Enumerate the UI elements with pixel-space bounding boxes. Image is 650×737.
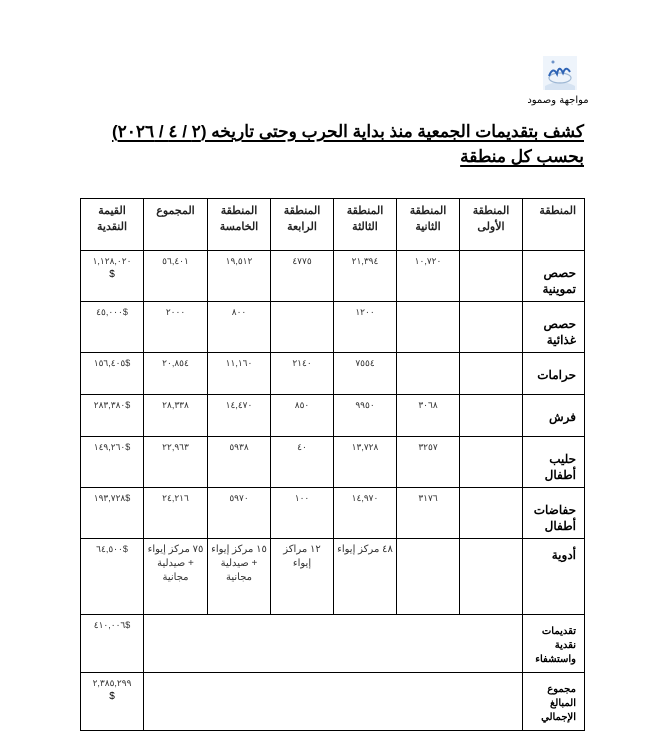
- row-label: أدوية: [523, 539, 585, 615]
- cell-cash-value: $٤٥,٠٠٠: [81, 302, 144, 353]
- cell-zone-5: ١٩,٥١٢: [208, 251, 271, 302]
- cell-zone-3: ١٤,٩٧٠: [334, 488, 397, 539]
- cell-cash-value: $٦٤,٥٠٠: [81, 539, 144, 615]
- cell-zone-1: [460, 353, 523, 395]
- logo-caption: مواجهة وصمود: [527, 95, 589, 106]
- organization-logo: [543, 56, 577, 90]
- row-label: حصص تموينية: [523, 251, 585, 302]
- row-label: حرامات: [523, 353, 585, 395]
- row-label: حصص غذائية: [523, 302, 585, 353]
- merged-empty-cell: [144, 673, 523, 731]
- cell-zone-2: ٣٠٦٨: [397, 395, 460, 437]
- cell-zone-5: ٥٩٧٠: [208, 488, 271, 539]
- cell-zone-2: ١٠,٧٢٠: [397, 251, 460, 302]
- cell-total: ٢٠,٨٥٤: [144, 353, 208, 395]
- cell-cash-value: $١٩٣,٧٢٨: [81, 488, 144, 539]
- cell-total: ٢٨,٣٣٨: [144, 395, 208, 437]
- cell-zone-3: ٩٩٥٠: [334, 395, 397, 437]
- cell-zone-1: [460, 539, 523, 615]
- table-row: [81, 437, 585, 488]
- cell-zone-3: ٧٥٥٤: [334, 353, 397, 395]
- table-row: [81, 488, 585, 539]
- cell-zone-2: ٣١٧٦: [397, 488, 460, 539]
- cell-cash-value: $١٤٩,٢٦٠: [81, 437, 144, 488]
- cell-zone-4: ١٠٠: [271, 488, 334, 539]
- cell-cash-value: $٤١٠,٠٠٦: [81, 615, 144, 673]
- merged-empty-cell: [144, 615, 523, 673]
- cell-zone-1: [460, 395, 523, 437]
- cell-zone-5: ١٤,٤٧٠: [208, 395, 271, 437]
- cell-zone-5: ١٥ مركز إيواء + صيدلية مجانية: [208, 539, 271, 615]
- cell-zone-5: ٥٩٣٨: [208, 437, 271, 488]
- row-label: تقديمات نقدية واستشفاء: [523, 615, 585, 673]
- cell-total: ٥٦,٤٠١: [144, 251, 208, 302]
- cell-total: ٢٤,٢١٦: [144, 488, 208, 539]
- column-header-zone-1: المنطقة الأولى: [460, 199, 523, 251]
- column-header-cash-value: القيمة النقدية: [81, 199, 144, 251]
- cell-cash-value: [81, 251, 144, 302]
- cell-zone-3: ٤٨ مركز إيواء: [334, 539, 397, 615]
- cell-zone-3: ١٢٠٠: [334, 302, 397, 353]
- cell-zone-2: [397, 353, 460, 395]
- distribution-table: [80, 198, 585, 731]
- row-label: مجموع المبالغ الإجمالي: [523, 673, 585, 731]
- cell-zone-4: ٤٠: [271, 437, 334, 488]
- column-header-zone-4: المنطقة الرابعة: [271, 199, 334, 251]
- cell-zone-4: ٤٧٧٥: [271, 251, 334, 302]
- cell-zone-5: ٨٠٠: [208, 302, 271, 353]
- cell-zone-5: ١١,١٦٠: [208, 353, 271, 395]
- grand-total-row: [81, 673, 585, 731]
- header-row: [81, 199, 585, 251]
- page-title: كشف بتقديمات الجمعية منذ بداية الحرب وحتى تاريخه (٢ / ٤ / ٢٠٢٦) بحسب كل منطقة: [111, 122, 584, 166]
- cell-zone-2: [397, 302, 460, 353]
- column-header-total: المجموع: [144, 199, 208, 251]
- cell-zone-1: [460, 251, 523, 302]
- cell-total: ٧٥ مركز إيواء + صيدلية مجانية: [144, 539, 208, 615]
- grand-total-amount: ٢,٣٨٥,٢٩٩: [92, 678, 132, 688]
- currency-symbol: $: [109, 269, 115, 280]
- cell-zone-3: ١٣,٧٢٨: [334, 437, 397, 488]
- currency-symbol: $: [109, 691, 115, 702]
- cell-total: ٢٢,٩٦٣: [144, 437, 208, 488]
- cell-cash-value: $٢٨٣,٣٨٠: [81, 395, 144, 437]
- cell-zone-2: ٣٢٥٧: [397, 437, 460, 488]
- cell-zone-4: ٢١٤٠: [271, 353, 334, 395]
- cell-total: ٢٠٠٠: [144, 302, 208, 353]
- column-header-zone-5: المنطقة الخامسة: [208, 199, 271, 251]
- cell-zone-4: ١٢ مراكز إيواء: [271, 539, 334, 615]
- row-label: فرش: [523, 395, 585, 437]
- row-label: حفاضات أطفال: [523, 488, 585, 539]
- cell-zone-2: [397, 539, 460, 615]
- table-row: [81, 251, 585, 302]
- cash-value-amount: ١,١٢٨,٠٢٠: [92, 256, 132, 266]
- table-row: [81, 395, 585, 437]
- cell-zone-1: [460, 488, 523, 539]
- cell-zone-4: ٨٥٠: [271, 395, 334, 437]
- column-header-region: المنطقة: [523, 199, 585, 251]
- cash-assistance-row: [81, 615, 585, 673]
- column-header-zone-2: المنطقة الثانية: [397, 199, 460, 251]
- cell-zone-3: ٢١,٣٩٤: [334, 251, 397, 302]
- column-header-zone-3: المنطقة الثالثة: [334, 199, 397, 251]
- cell-zone-1: [460, 302, 523, 353]
- row-label: حليب أطفال: [523, 437, 585, 488]
- table-row: [81, 539, 585, 615]
- table-row: [81, 353, 585, 395]
- cell-cash-value: [81, 673, 144, 731]
- table-row: [81, 302, 585, 353]
- cell-zone-4: [271, 302, 334, 353]
- cell-zone-1: [460, 437, 523, 488]
- calligraphy-logo-icon: [543, 56, 577, 90]
- cell-cash-value: $١٥٦,٤٠٥: [81, 353, 144, 395]
